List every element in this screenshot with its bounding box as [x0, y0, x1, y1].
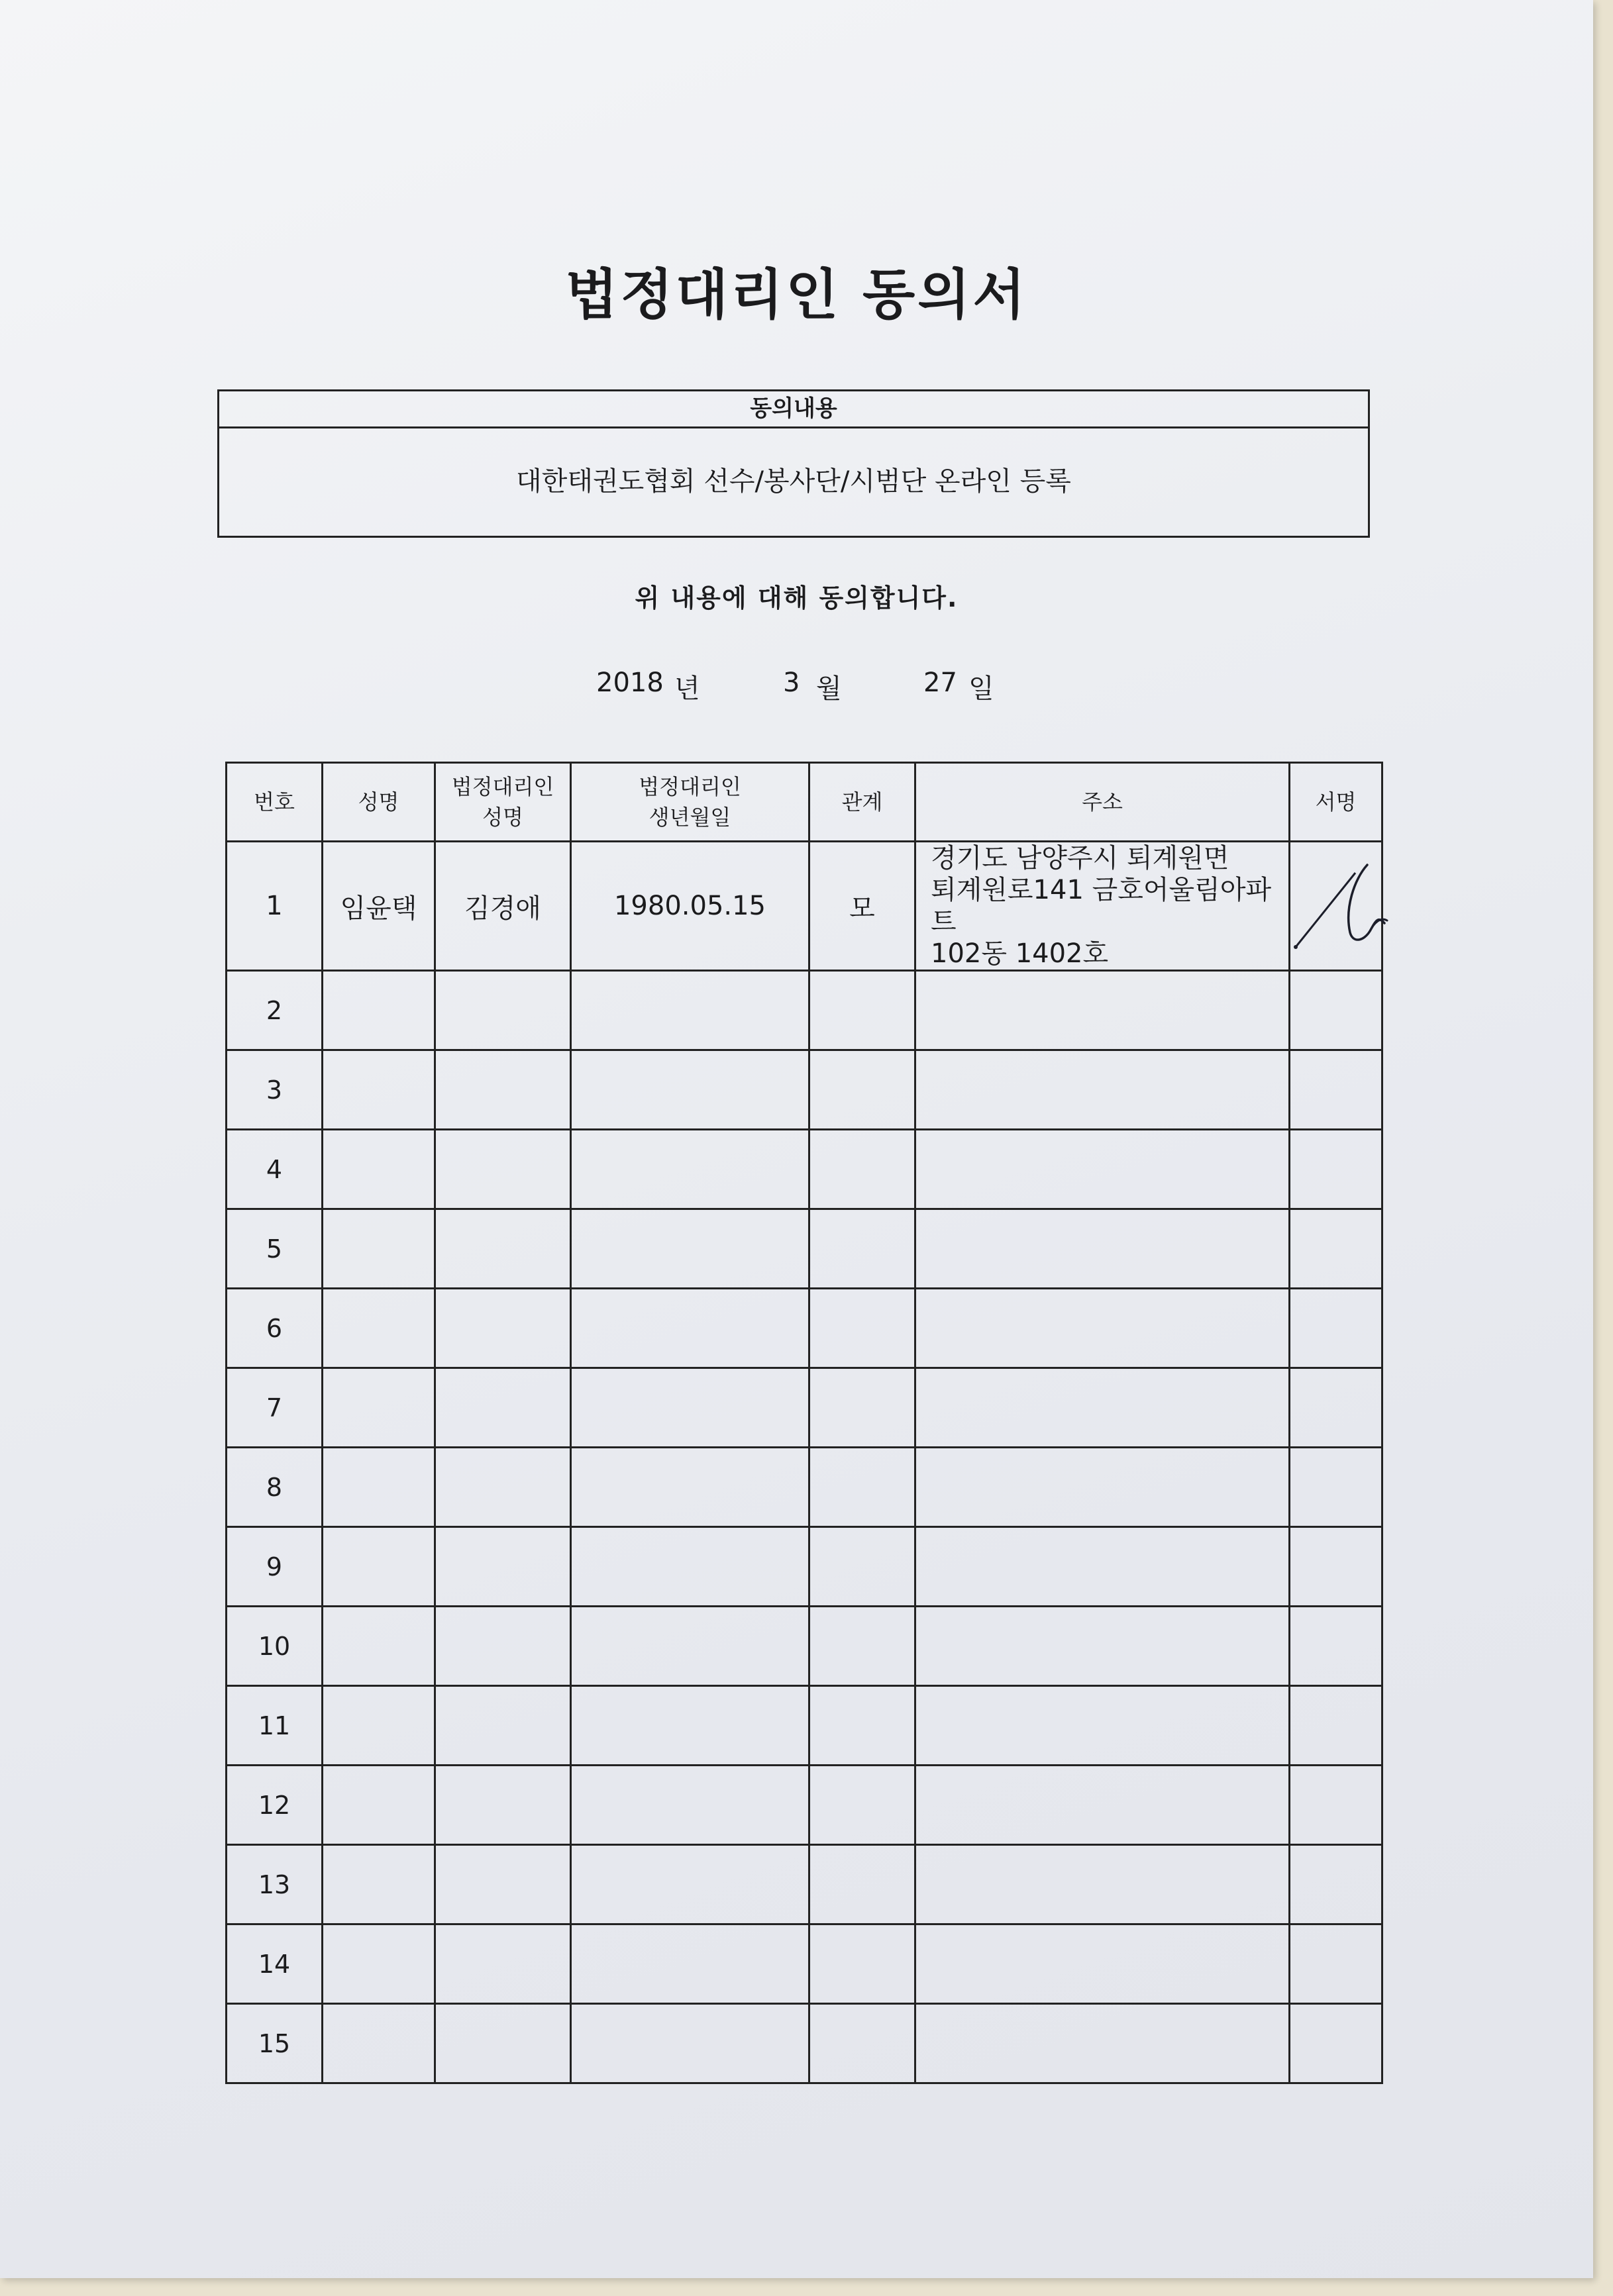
- cell-address: [915, 1448, 1290, 1527]
- cell-guardian-name: [435, 1289, 571, 1368]
- cell-guardian-name: [435, 1924, 571, 2004]
- cell-relation: [809, 971, 915, 1050]
- cell-signature: [1290, 1527, 1382, 1607]
- header-guardian-birth-line2: 생년월일: [649, 805, 731, 830]
- header-guardian-name-line1: 법정대리인: [451, 774, 554, 799]
- cell-name: [323, 1289, 435, 1368]
- cell-guardian-birth: 1980.05.15: [571, 842, 809, 971]
- cell-signature: [1290, 1050, 1382, 1130]
- cell-name: [323, 1845, 435, 1924]
- table-row: [227, 1607, 1382, 1686]
- cell-guardian-name: [435, 1766, 571, 1845]
- cell-relation: [809, 1448, 915, 1527]
- cell-name: [323, 2004, 435, 2083]
- cell-guardian-birth: [571, 2004, 809, 2083]
- cell-relation: [809, 1845, 915, 1924]
- cell-guardian-birth: [571, 1686, 809, 1766]
- cell-no: 3: [227, 1050, 323, 1130]
- date-year: 2018: [596, 668, 664, 698]
- cell-guardian-birth: [571, 1607, 809, 1686]
- cell-relation: [809, 1368, 915, 1448]
- cell-address: [915, 2004, 1290, 2083]
- cell-guardian-birth: [571, 1209, 809, 1289]
- cell-guardian-name: [435, 971, 571, 1050]
- cell-relation: [809, 1686, 915, 1766]
- cell-address: [915, 1130, 1290, 1209]
- cell-address: [915, 1766, 1290, 1845]
- date-day-label: 일: [968, 674, 994, 704]
- cell-relation: [809, 1924, 915, 2004]
- cell-guardian-name: [435, 1368, 571, 1448]
- table-row: [227, 1448, 1382, 1527]
- consent-header: 동의내용: [219, 391, 1368, 428]
- cell-signature: [1290, 1845, 1382, 1924]
- cell-relation: [809, 1527, 915, 1607]
- cell-no: 8: [227, 1448, 323, 1527]
- cell-relation: [809, 1130, 915, 1209]
- header-name: 성명: [323, 763, 435, 842]
- cell-signature: [1290, 1607, 1382, 1686]
- cell-guardian-birth: [571, 1050, 809, 1130]
- cell-name: [323, 1130, 435, 1209]
- cell-guardian-name: [435, 2004, 571, 2083]
- cell-guardian-name: [435, 1607, 571, 1686]
- cell-name: [323, 971, 435, 1050]
- table-row: [227, 1766, 1382, 1845]
- agree-statement: 위 내용에 대해 동의합니다.: [635, 583, 959, 613]
- cell-address: [915, 1209, 1290, 1289]
- cell-address: [915, 971, 1290, 1050]
- cell-guardian-birth: [571, 1766, 809, 1845]
- table-row: [227, 1289, 1382, 1368]
- cell-signature: [1290, 1209, 1382, 1289]
- header-guardian-birth-line1: 법정대리인: [639, 774, 741, 799]
- table-row: [227, 1368, 1382, 1448]
- date-year-label: 년: [674, 674, 700, 704]
- cell-guardian-name: [435, 1527, 571, 1607]
- table-row: [227, 2004, 1382, 2083]
- cell-name: [323, 1050, 435, 1130]
- header-relation: 관계: [809, 763, 915, 842]
- cell-address: [915, 842, 1290, 971]
- header-address: 주소: [915, 763, 1290, 842]
- cell-guardian-name: [435, 1448, 571, 1527]
- table-row: [227, 1209, 1382, 1289]
- cell-guardian-birth: [571, 1448, 809, 1527]
- cell-address: [915, 1924, 1290, 2004]
- header-no: 번호: [227, 763, 323, 842]
- table-row: [227, 1845, 1382, 1924]
- cell-no: 6: [227, 1289, 323, 1368]
- cell-address: [915, 1368, 1290, 1448]
- cell-no: 10: [227, 1607, 323, 1686]
- table-row: [227, 1130, 1382, 1209]
- consent-box: [217, 389, 1370, 538]
- cell-signature: [1290, 1766, 1382, 1845]
- cell-signature: [1290, 2004, 1382, 2083]
- cell-relation: [809, 1209, 915, 1289]
- cell-guardian-birth: [571, 1289, 809, 1368]
- cell-no: 5: [227, 1209, 323, 1289]
- handwritten-signature: [1290, 860, 1390, 952]
- cell-name: [323, 1686, 435, 1766]
- header-guardian-name-line2: 성명: [482, 805, 523, 830]
- cell-address: [915, 1686, 1290, 1766]
- table-row: [227, 1050, 1382, 1130]
- cell-no: 4: [227, 1130, 323, 1209]
- cell-signature: [1290, 1368, 1382, 1448]
- cell-relation: [809, 1289, 915, 1368]
- address-line: 102동 1402호: [931, 938, 1109, 969]
- consent-content: 대한태권도협회 선수/봉사단/시범단 온라인 등록: [516, 466, 1071, 497]
- table-row: [227, 1527, 1382, 1607]
- header-guardian-birth: [571, 763, 809, 842]
- cell-signature: [1290, 842, 1382, 971]
- cell-guardian-birth: [571, 1845, 809, 1924]
- date-month: 3: [783, 668, 800, 698]
- cell-guardian-name: [435, 1050, 571, 1130]
- cell-no: 1: [227, 842, 323, 971]
- cell-address: [915, 1607, 1290, 1686]
- cell-name: [323, 1448, 435, 1527]
- cell-guardian-birth: [571, 1924, 809, 2004]
- cell-guardian-birth: [571, 1527, 809, 1607]
- cell-guardian-birth: [571, 1130, 809, 1209]
- cell-name: 임윤택: [323, 842, 435, 971]
- date-day: 27: [923, 668, 957, 698]
- cell-address: [915, 1845, 1290, 1924]
- cell-guardian-birth: [571, 971, 809, 1050]
- cell-address: [915, 1527, 1290, 1607]
- cell-no: 2: [227, 971, 323, 1050]
- cell-signature: [1290, 1924, 1382, 2004]
- cell-relation: [809, 1766, 915, 1845]
- cell-no: 14: [227, 1924, 323, 2004]
- date-month-label: 월: [816, 674, 842, 704]
- table-row: [227, 1924, 1382, 2004]
- cell-signature: [1290, 1686, 1382, 1766]
- cell-no: 9: [227, 1527, 323, 1607]
- cell-guardian-name: [435, 1845, 571, 1924]
- address-line: 경기도 남양주시 퇴계원면: [931, 843, 1229, 873]
- cell-name: [323, 1766, 435, 1845]
- cell-relation: [809, 1607, 915, 1686]
- cell-no: 13: [227, 1845, 323, 1924]
- cell-name: [323, 1209, 435, 1289]
- cell-name: [323, 1368, 435, 1448]
- cell-no: 7: [227, 1368, 323, 1448]
- header-signature: 서명: [1290, 763, 1382, 842]
- cell-guardian-name: [435, 1130, 571, 1209]
- header-guardian-name: [435, 763, 571, 842]
- table-row: [227, 1686, 1382, 1766]
- cell-name: [323, 1924, 435, 2004]
- address-line: 퇴계원로141 금호어울림아파트: [931, 875, 1272, 937]
- cell-signature: [1290, 971, 1382, 1050]
- cell-no: 11: [227, 1686, 323, 1766]
- table-header-row: [227, 763, 1382, 842]
- cell-relation: [809, 1050, 915, 1130]
- cell-no: 15: [227, 2004, 323, 2083]
- cell-address: [915, 1289, 1290, 1368]
- cell-relation: [809, 2004, 915, 2083]
- cell-guardian-name: [435, 1209, 571, 1289]
- cell-guardian-name: 김경애: [435, 842, 571, 971]
- cell-signature: [1290, 1130, 1382, 1209]
- cell-name: [323, 1607, 435, 1686]
- cell-name: [323, 1527, 435, 1607]
- consent-table: [225, 762, 1383, 2084]
- cell-relation: 모: [809, 842, 915, 971]
- cell-no: 12: [227, 1766, 323, 1845]
- table-row: [227, 842, 1382, 971]
- cell-signature: [1290, 1448, 1382, 1527]
- table-row: [227, 971, 1382, 1050]
- cell-guardian-birth: [571, 1368, 809, 1448]
- cell-signature: [1290, 1289, 1382, 1368]
- cell-guardian-name: [435, 1686, 571, 1766]
- cell-address: [915, 1050, 1290, 1130]
- document-title: 법정대리인 동의서: [565, 264, 1028, 326]
